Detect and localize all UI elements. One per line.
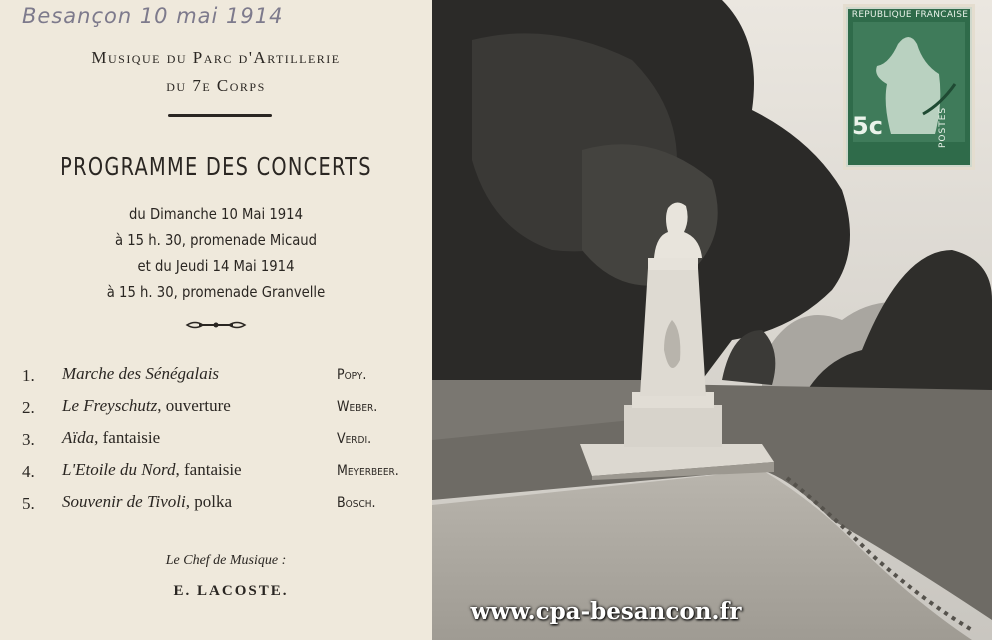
ornament-icon: [185, 318, 247, 332]
watermark: www.cpa-besancon.fr: [470, 598, 742, 625]
postage-stamp: [843, 4, 975, 170]
programme-title: PROGRAMME DES CONCERTS: [60, 152, 372, 181]
composer: Bosch.: [337, 495, 376, 511]
piece-name: [62, 492, 232, 512]
date-line-1: du Dimanche 10 Mai 1914: [129, 205, 303, 223]
item-number: 4.: [22, 462, 35, 481]
composer: Verdi.: [337, 431, 372, 447]
piece-name: [62, 396, 231, 416]
piece-suffix: , fantaisie: [94, 428, 161, 447]
item-number: 3.: [22, 430, 35, 449]
band-title-line1: Musique du Parc d'Artillerie: [91, 48, 341, 67]
program-item: [22, 362, 432, 394]
piece-title: Le Freyschutz: [62, 396, 158, 415]
programme-panel: [0, 0, 432, 640]
date-line-3: et du Jeudi 14 Mai 1914: [137, 257, 295, 275]
concert-dates: [26, 201, 406, 305]
stamp-value: 5c: [852, 112, 883, 140]
band-title-line2: du 7e Corps: [166, 76, 266, 95]
piece-name: [62, 364, 219, 384]
piece-suffix: , fantaisie: [175, 460, 242, 479]
program-item: [22, 394, 432, 426]
piece-title: Aïda: [62, 428, 95, 447]
program-list: [22, 362, 432, 522]
piece-name: [62, 428, 160, 448]
piece-suffix: , ouverture: [157, 396, 231, 415]
program-item: [22, 426, 432, 458]
divider-rule: [168, 114, 272, 117]
item-number: 2.: [22, 398, 35, 417]
program-item: [22, 458, 432, 490]
chef-name: E. LACOSTE.: [173, 583, 289, 599]
composer: Weber.: [337, 399, 378, 415]
piece-title: Marche des Sénégalais: [62, 364, 220, 383]
composer: Meyerbeer.: [337, 463, 399, 479]
piece-name: [62, 460, 242, 480]
piece-title: Souvenir de Tivoli: [62, 492, 186, 511]
item-number: 1.: [22, 366, 35, 385]
composer: Popy.: [337, 367, 367, 383]
program-item: [22, 490, 432, 522]
chef-label: Le Chef de Musique :: [165, 553, 287, 568]
stamp-postes: POSTES: [938, 106, 948, 148]
piece-title: L'Etoile du Nord: [62, 460, 176, 479]
stamp-country: REPUBLIQUE FRANCAISE: [851, 10, 969, 20]
item-number: 5.: [22, 494, 35, 513]
piece-suffix: , polka: [185, 492, 232, 511]
band-title: [0, 44, 432, 100]
handwritten-note: Besançon 10 mai 1914: [22, 4, 284, 28]
date-line-4: à 15 h. 30, promenade Granvelle: [106, 283, 326, 301]
date-line-2: à 15 h. 30, promenade Micaud: [114, 231, 318, 249]
